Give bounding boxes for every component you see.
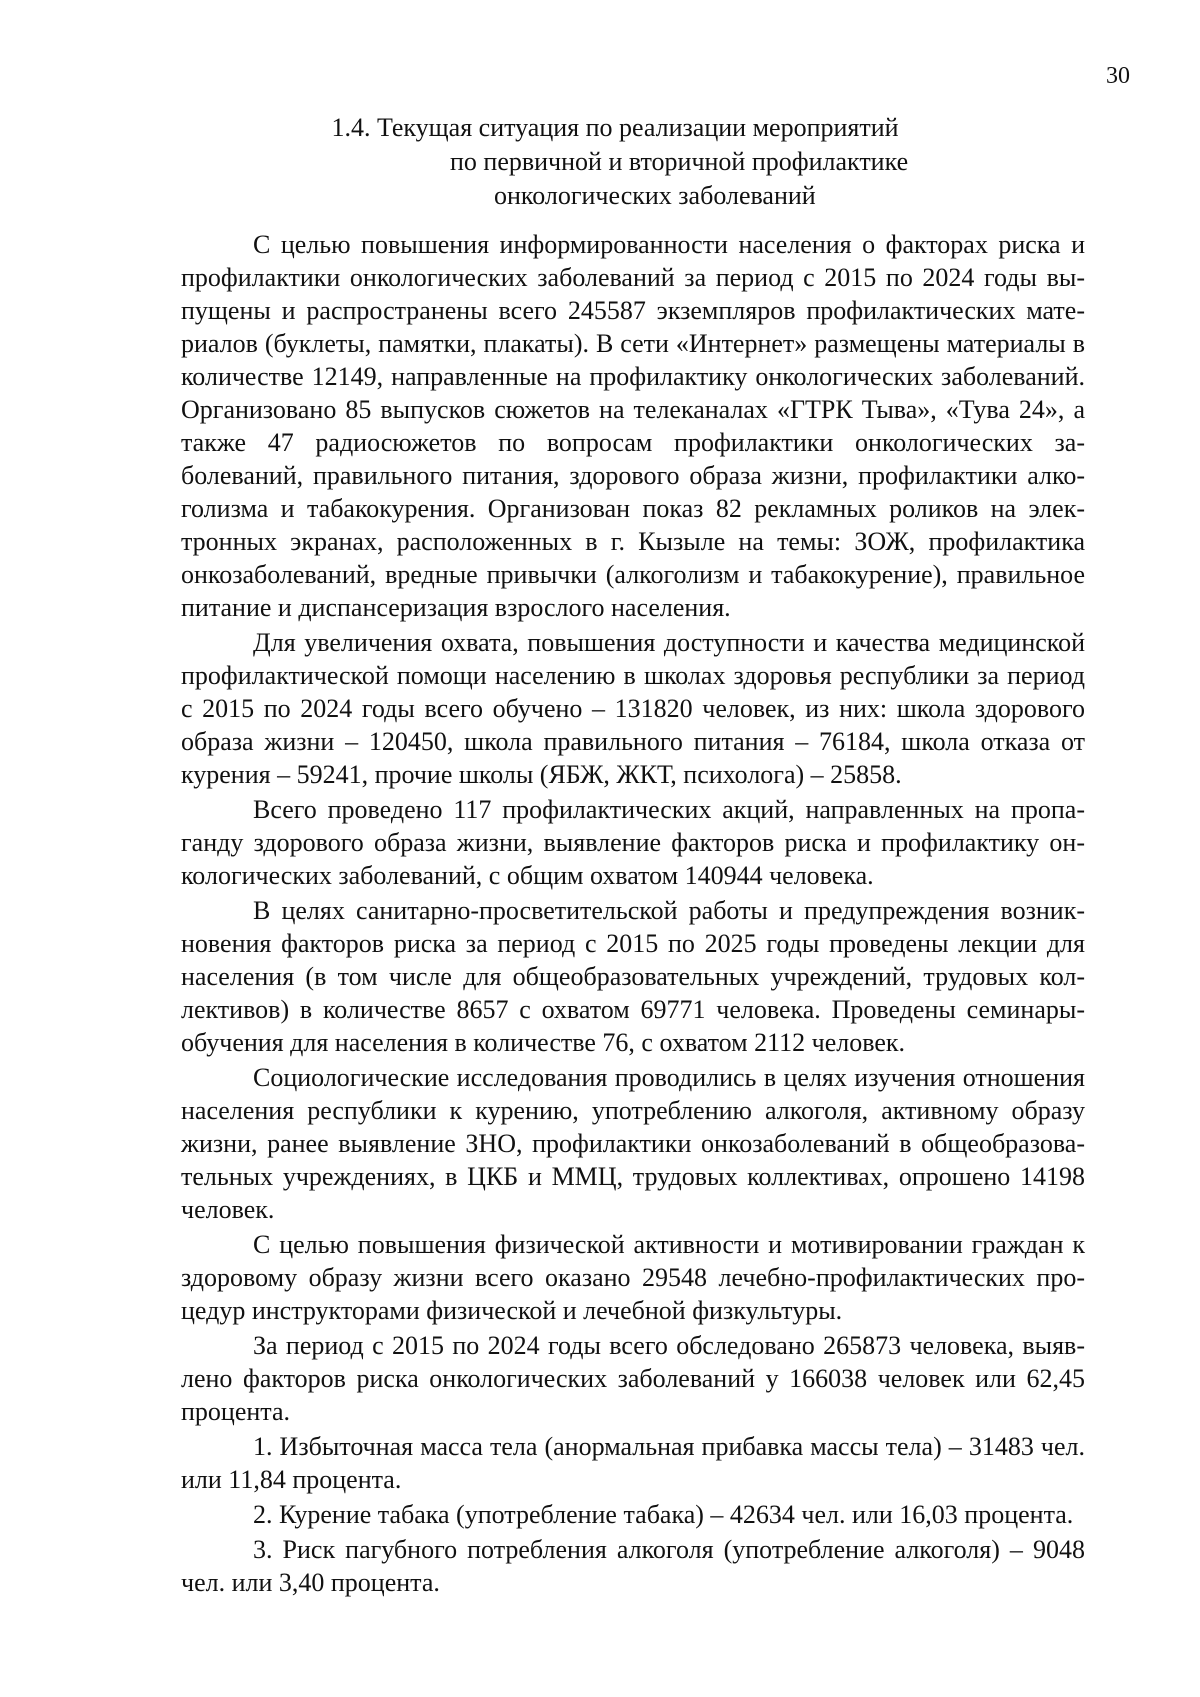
paragraph-health-schools: Для увеличения охвата, повышения доступности и качества медицинской профилактической помощи населению в школах здоровья республики за период с 2015 по 2024 годы всего обучено – 131820 человек, из них: школа здорового образа жизни – 120450, школа правильного питания – 76184, школа отказа от курения – 59241, прочие школы (ЯБЖ, ЖКТ, психолога) – 25858. bbox=[181, 628, 1085, 789]
paragraph-sociological-research: Социологические исследования проводились в целях изучения отношения населения республики к курению, употреблению алкоголя, активному образу жизни, ранее выявление ЗНО, профилактики онкозаболеваний в общеобразовательных учреждениях, в ЦКБ и ММЦ, трудовых коллективах, опрошено 14198 человек. bbox=[181, 1063, 1085, 1224]
page-number: 30 bbox=[1106, 63, 1130, 89]
heading-line-1: 1.4. Текущая ситуация по реализации мероприятий bbox=[331, 113, 899, 142]
paragraph-risk-factors-summary: За период с 2015 по 2024 годы всего обследовано 265873 человека, выявлено факторов риска онкологических заболеваний у 166038 человек или 62,45 процента. bbox=[181, 1331, 1085, 1426]
section-heading bbox=[120, 111, 1080, 213]
list-item-overweight: 1. Избыточная масса тела (анормальная прибавка массы тела) – 31483 чел. или 11,84 процента. bbox=[181, 1432, 1085, 1494]
document-body bbox=[181, 228, 1085, 1599]
heading-line-2: по первичной и вторичной профилактике bbox=[450, 147, 909, 176]
paragraph-preventive-actions: Всего проведено 117 профилактических акций, направленных на пропаганду здорового образа жизни, выявление факторов риска и профилактику онкологических заболеваний, с общим охватом 140944 человека. bbox=[181, 795, 1085, 890]
heading-line-3: онкологических заболеваний bbox=[494, 181, 816, 210]
paragraph-physical-activity: С целью повышения физической активности и мотивировании граждан к здоровому образу жизни всего оказано 29548 лечебно-профилактических процедур инструкторами физической и лечебной физкультуры. bbox=[181, 1230, 1085, 1325]
list-item-smoking: 2. Курение табака (употребление табака) – 42634 чел. или 16,03 процента. bbox=[253, 1500, 1074, 1529]
list-item-alcohol: 3. Риск пагубного потребления алкоголя (употребление алкоголя) – 9048 чел. или 3,40 процента. bbox=[181, 1535, 1085, 1597]
paragraph-lectures: В целях санитарно-просветительской работы и предупреждения возникновения факторов риска за период с 2015 по 2025 годы проведены лекции для населения (в том числе для общеобразовательных учреждений, трудовых коллективов) в количестве 8657 с охватом 69771 человека. Проведены семинары-обучения для населения в количестве 76, с охватом 2112 человек. bbox=[181, 896, 1085, 1057]
paragraph-information-materials: С целью повышения информированности населения о факторах риска и профилактики онкологических заболеваний за период с 2015 по 2024 годы выпущены и распространены всего 245587 экземпляров профилактических материалов (буклеты, памятки, плакаты). В сети «Интернет» размещены материалы в количестве 12149, направленные на профилактику онкологических заболеваний. Организовано 85 выпусков сюжетов на телеканалах «ГТРК Тыва», «Тува 24», а также 47 радиосюжетов по вопросам профилактики онкологических заболеваний, правильного питания, здорового образа жизни, профилактики алкоголизма и табакокурения. Организован показ 82 рекламных роликов на электронных экранах, расположенных в г. Кызыле на темы: ЗОЖ, профилактика онкозаболеваний, вредные привычки (алкоголизм и табакокурение), правильное питание и диспансеризация взрослого населения. bbox=[181, 230, 1085, 622]
